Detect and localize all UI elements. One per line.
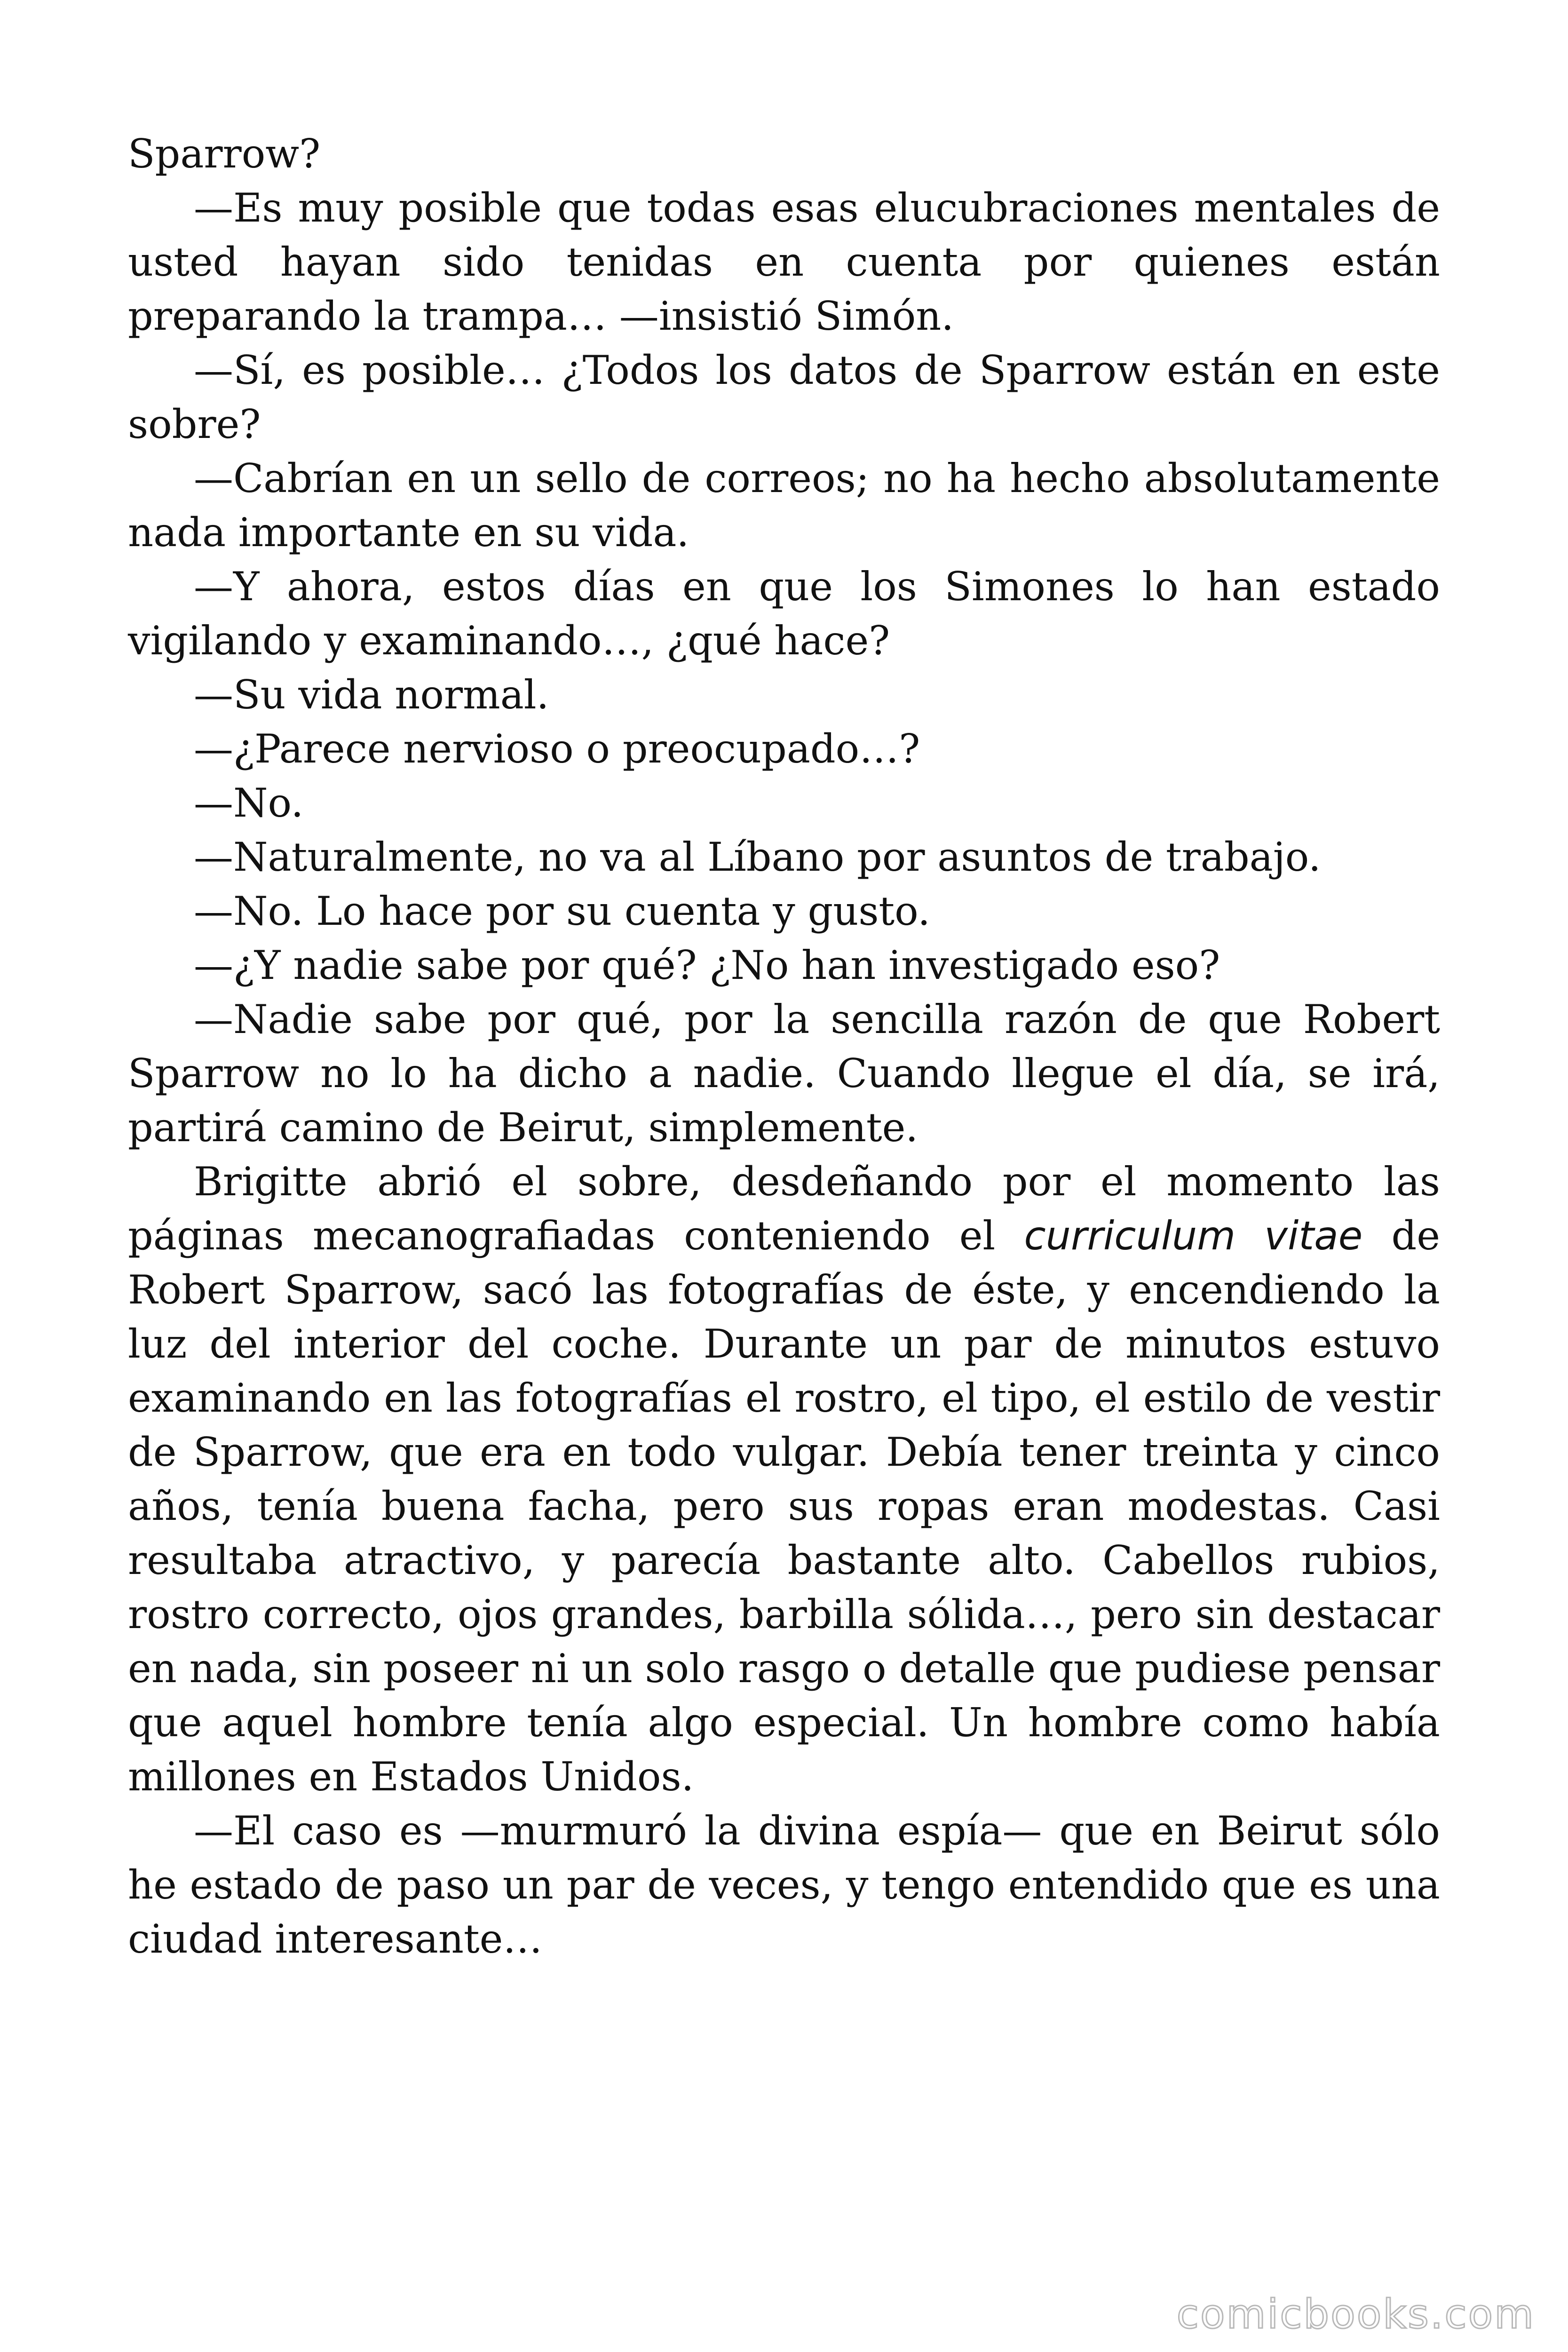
paragraph: —Sí, es posible… ¿Todos los datos de Sparrow están en este sobre? [128, 347, 1440, 447]
paragraph: —Es muy posible que todas esas elucubraciones mentales de usted hayan sido tenidas en cuenta por quienes están preparando la trampa… —insistió Simón. [128, 185, 1440, 339]
paragraph-text: de Robert Sparrow, sacó las fotografías de éste, y encendiendo la luz del interior del coche. Durante un par de minutos estuvo examinando en las fotografías el rostro, el tipo, el estilo de vestir de Sparrow, que era en todo vulgar. Debía tener treinta y cinco años, tenía buena facha, pero sus ropas eran modestas. Casi resultaba atractivo, y parecía bastante alto. Cabellos rubios, rostro correcto, ojos grandes, barbilla sólida…, pero sin destacar en nada, sin poseer ni un solo rasgo o detalle que pudiese pensar que aquel hombre tenía algo especial. Un hombre como había millones en Estados Unidos. [128, 1213, 1440, 1800]
final-paragraph: —El caso es —murmuró la divina espía— que en Beirut sólo he estado de paso un par de veces, y tengo entendido que es una ciudad interesante… [128, 1808, 1440, 1962]
book-page-text [128, 127, 1440, 1966]
paragraph: —Y ahora, estos días en que los Simones lo han estado vigilando y examinando…, ¿qué hace? [128, 564, 1440, 664]
brigitte-paragraph [128, 1155, 1440, 1804]
paragraph: —¿Parece nervioso o preocupado…? [194, 726, 920, 772]
paragraph: —Naturalmente, no va al Líbano por asuntos de trabajo. [194, 834, 1321, 880]
paragraph: —Nadie sabe por qué, por la sencilla razón de que Robert Sparrow no lo ha dicho a nadie. Cuando llegue el día, se irá, partirá camino de Beirut, simplemente. [128, 996, 1440, 1151]
paragraph: Sparrow? [128, 131, 321, 177]
paragraph: —Cabrían en un sello de correos; no ha hecho absolutamente nada importante en su vida. [128, 455, 1440, 556]
italic-phrase: curriculum vitae [1024, 1213, 1363, 1259]
paragraph: —No. [194, 780, 304, 826]
paragraph: —¿Y nadie sabe por qué? ¿No han investigado eso? [194, 942, 1220, 988]
paragraph: —No. Lo hace por su cuenta y gusto. [194, 888, 930, 934]
watermark-logo: comicbooks.com [1176, 2291, 1535, 2338]
paragraph-text: Brigitte abrió el sobre, desdeñando por el momento las páginas mecanografiadas conteniendo el [128, 1159, 1440, 1259]
paragraph: —Su vida normal. [194, 672, 549, 718]
